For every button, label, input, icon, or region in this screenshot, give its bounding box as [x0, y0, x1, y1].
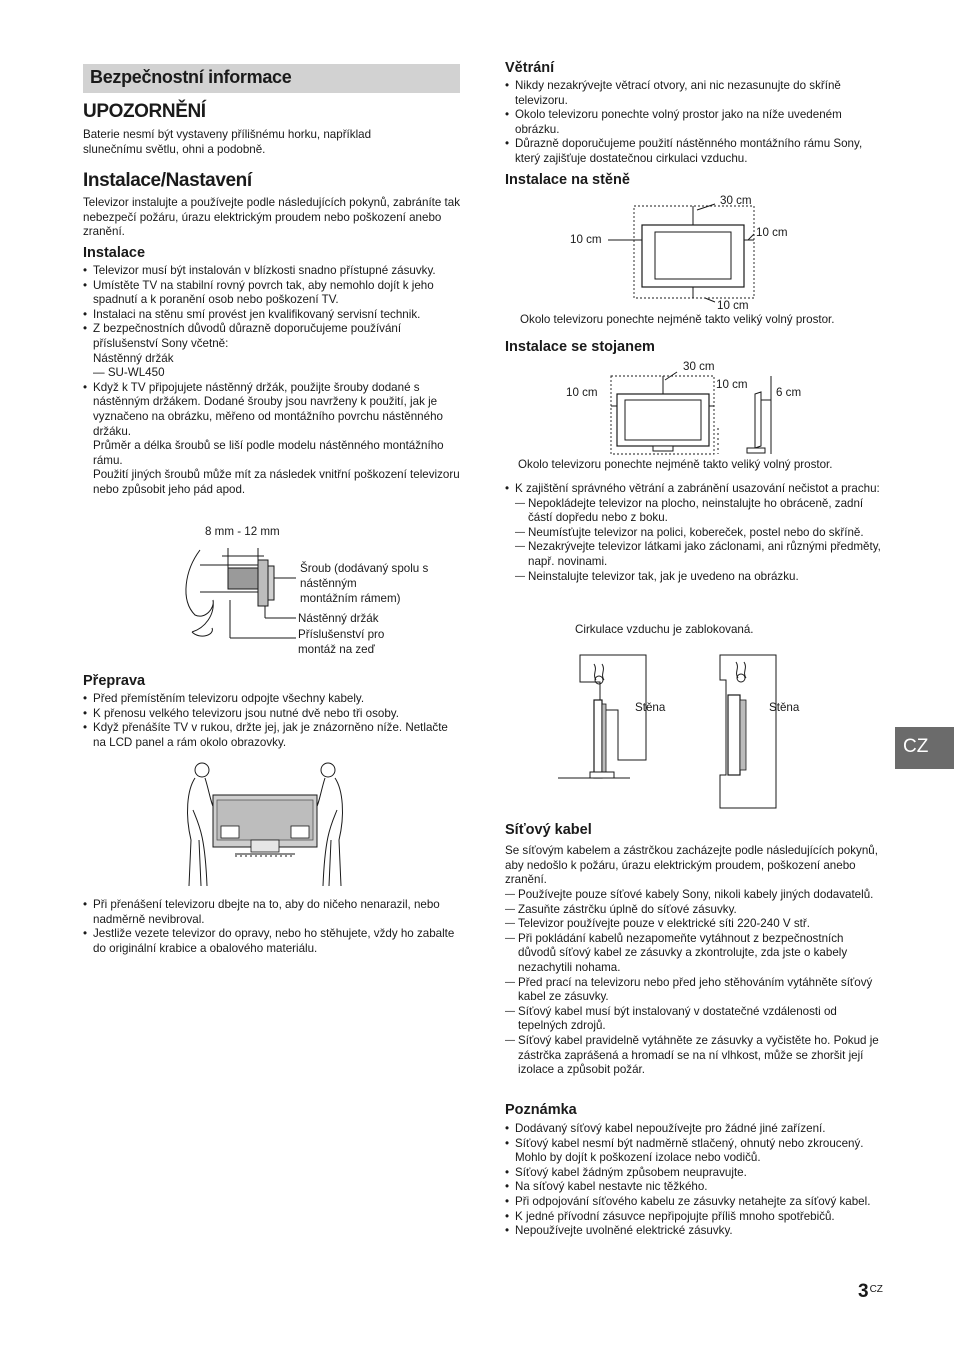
ventilation-heading: Větrání [505, 60, 555, 76]
accessory-label: Nástěnný držák [93, 351, 174, 365]
transport-list [83, 692, 461, 750]
clearance-top-label: 30 cm [683, 360, 715, 373]
screws-note-2: Použití jiných šroubů může mít za následek vnitřní poškození televizoru nebo způsobit jeho pád apod. [93, 468, 460, 496]
list-item: • Nepoužívejte uvolněné elektrické zásuvky. [505, 1224, 883, 1239]
language-tab [895, 727, 954, 769]
screws-note-1: Průměr a délka šroubů se liší podle modelu nástěnného montážního rámu. [93, 439, 444, 467]
note-heading: Poznámka [505, 1102, 577, 1118]
list-item: • Umístěte TV na stabilní rovný povrch tak, aby nemohlo dojít k jeho spadnutí a k poranění osob nebo poškození TV. [83, 279, 461, 308]
list-item: — Síťový kabel musí být instalovaný v dostatečné vzdálenosti od tepelných zdrojů. [505, 1005, 883, 1034]
list-item: • Okolo televizoru ponechte volný prostor jako na níže uvedeném obrázku. [505, 108, 883, 137]
bracket-label: Nástěnný držák [298, 612, 379, 625]
list-item: — Neinstalujte televizor tak, jak je uvedeno na obrázku. [515, 570, 883, 585]
screw-figure [180, 520, 450, 660]
blocked-airflow-figure [558, 650, 800, 810]
wall-label: Stěna [635, 701, 666, 714]
wall-install-caption: Okolo televizoru ponechte nejméně takto veliký volný prostor. [520, 313, 835, 326]
list-item: • Nikdy nezakrývejte větrací otvory, ani nic nezasunujte do skříně televizoru. [505, 79, 883, 108]
warning-heading: UPOZORNĚNÍ [83, 101, 206, 122]
clearance-left-label: 10 cm [566, 386, 598, 399]
warning-text: Baterie nesmí být vystaveny přílišnému horku, například slunečnímu světlu, ohni a podobně. [83, 128, 372, 156]
list-item: — Používejte pouze síťové kabely Sony, nikoli kabely jiných dodavatelů. [505, 888, 883, 903]
wall-install-heading: Instalace na stěně [505, 172, 630, 188]
install-heading: Instalace [83, 245, 146, 261]
list-item: • Důrazně doporučujeme použití nástěnného montážního rámu Sony, který zajišťuje dostatečnou cirkulaci vzduchu. [505, 137, 883, 166]
wall-install-figure [565, 192, 795, 312]
transport-heading: Přeprava [83, 673, 146, 689]
accessory-label: Příslušenství pro [298, 628, 385, 641]
page-number-suffix: CZ [869, 1284, 883, 1295]
page-number-value: 3 [858, 1281, 869, 1302]
list-item: • Když přenášíte TV v rukou, držte jej, jak je znázorněno níže. Netlačte na LCD panel a rám okolo obrazovky. [83, 721, 461, 750]
airflow-dash-list [515, 497, 883, 585]
list-item: — Televizor používejte pouze v elektrické síti 220-240 V stř. [505, 917, 883, 932]
list-item: • Dodávaný síťový kabel nepoužívejte pro žádné jiné zařízení. [505, 1122, 883, 1137]
list-item: • Z bezpečnostních důvodů důrazně doporučujeme používání příslušenství Sony včetně: Nástěnný držák — SU-WL450 [83, 322, 461, 380]
clearance-back-label: 6 cm [776, 386, 802, 399]
blocked-airflow-caption: Cirkulace vzduchu je zablokovaná. [575, 623, 754, 636]
list-item: • K jedné přívodní zásuvce nepřipojujte příliš mnoho spotřebičů. [505, 1210, 883, 1225]
list-item: — Nepokládejte televizor na plocho, neinstalujte ho obráceně, zadní částí dopředu nebo z boku. [515, 497, 883, 526]
clearance-right-label: 10 cm [716, 378, 748, 391]
transport-list-after [83, 898, 461, 956]
airflow-list [505, 482, 883, 584]
list-item: — Při pokládání kabelů nezapomeňte vytáhnout z bezpečnostních důvodů síťový kabel ze zásuvky a zkontrolujte, zda jste o kabely nezachytili nohama. [505, 932, 883, 976]
list-item: • K zajištění správného větrání a zabránění usazování nečistot a prachu: — Nepokládejte televizor na plocho, neinstalujte ho obráceně, zadní částí dopředu nebo z boku. — Neumísťujte televizor na polici, kobereček, postel nebo do skříně. — Nezakrývejte televizor látkami jako záclonami, ani různými předměty, např. novinami. — Neinstalujte televizor tak, jak je uvedeno na obrázku. [505, 482, 883, 584]
list-item: • K přenosu velkého televizoru jsou nutné dvě nebo tři osoby. [83, 707, 461, 722]
list-item: — Neumísťujte televizor na polici, kobereček, postel nebo do skříně. [515, 526, 883, 541]
page-number [858, 1281, 883, 1303]
clearance-left-label: 10 cm [570, 233, 602, 246]
power-cord-heading: Síťový kabel [505, 822, 592, 838]
carrying-illustration [185, 760, 345, 888]
section-title: Bezpečnostní informace [90, 67, 292, 87]
list-item: • Instalaci na stěnu smí provést jen kvalifikovaný servisní technik. [83, 308, 461, 323]
ventilation-list [505, 79, 883, 167]
screw-label: nástěnným [300, 577, 357, 590]
list-item: • Televizor musí být instalován v blízkosti snadno přístupné zásuvky. [83, 264, 461, 279]
list-item: • Při odpojování síťového kabelu ze zásuvky netahejte za síťový kabel. [505, 1195, 883, 1210]
stand-install-caption: Okolo televizoru ponechte nejméně takto veliký volný prostor. [518, 458, 833, 471]
setup-heading: Instalace/Nastavení [83, 170, 252, 191]
list-item: • Na síťový kabel nestavte nic těžkého. [505, 1180, 883, 1195]
list-item: — Před prací na televizoru nebo před jeho stěhováním vytáhněte síťový kabel ze zásuvky. [505, 976, 883, 1005]
section-title-bar [83, 64, 460, 93]
wall-label: Stěna [769, 701, 800, 714]
list-item: — Nezakrývejte televizor látkami jako záclonami, ani různými předměty, např. novinami. [515, 540, 883, 569]
note-list [505, 1122, 883, 1239]
list-item: • Síťový kabel žádným způsobem neupravujte. [505, 1166, 883, 1181]
stand-install-heading: Instalace se stojanem [505, 339, 655, 355]
clearance-bottom-label: 10 cm [717, 299, 749, 312]
screw-label: Šroub (dodávaný spolu s [300, 562, 429, 575]
list-item: • Síťový kabel nesmí být nadměrně stlačený, ohnutý nebo zkroucený. Mohlo by dojít k poškození izolace nebo vodičů. [505, 1137, 883, 1166]
clearance-top-label: 30 cm [720, 194, 752, 207]
language-tab-label: CZ [903, 736, 929, 757]
list-item: • Před přemístěním televizoru odpojte všechny kabely. [83, 692, 461, 707]
list-item: • Když k TV připojujete nástěnný držák, použijte šrouby dodané s nástěnným držákem. Dodané šrouby jsou navrženy k použití, jak je vyznačeno na obrázku, měřeno od montážního povrchu nástěnného držáku. Průměr a délka šroubů se liší podle modelu nástěnného montážního rámu. Použití jiných šroubů může mít za následek vnitřní poškození televizoru nebo způsobit jeho pád apod. [83, 381, 461, 498]
screw-dimension-label: 8 mm - 12 mm [205, 525, 280, 538]
setup-intro: Televizor instalujte a používejte podle následujících pokynů, zabráníte tak nebezpečí požáru, úrazu elektrickým proudem nebo poškození anebo zranění. [83, 196, 461, 239]
stand-install-figure [565, 358, 815, 458]
accessory-label: montáž na zeď [298, 643, 375, 656]
accessory-model: — SU-WL450 [93, 366, 165, 380]
power-cord-intro: Se síťovým kabelem a zástrčkou zacházejte podle následujících pokynů, aby nedošlo k požáru, úrazu elektrickým proudem, poškození anebo zranění. [505, 844, 878, 887]
screw-label: montážním rámem) [300, 592, 401, 605]
clearance-right-label: 10 cm [756, 226, 788, 239]
list-item: • Jestliže vezete televizor do opravy, nebo ho stěhujete, vždy ho zabalte do originální krabice a obalového materiálu. [83, 927, 461, 956]
list-item: • Při přenášení televizoru dbejte na to, aby do ničeho nenarazil, nebo nadměrně nevibroval. [83, 898, 461, 927]
power-cord-list [505, 888, 883, 1078]
list-item: — Zasuňte zástrčku úplně do síťové zásuvky. [505, 903, 883, 918]
install-list [83, 264, 461, 498]
list-item: — Síťový kabel pravidelně vytáhněte ze zásuvky a vyčistěte ho. Pokud je zástrčka zaprášená a hromadí se na ní vlhkost, může se zhoršit její izolace a způsobit požár. [505, 1034, 883, 1078]
